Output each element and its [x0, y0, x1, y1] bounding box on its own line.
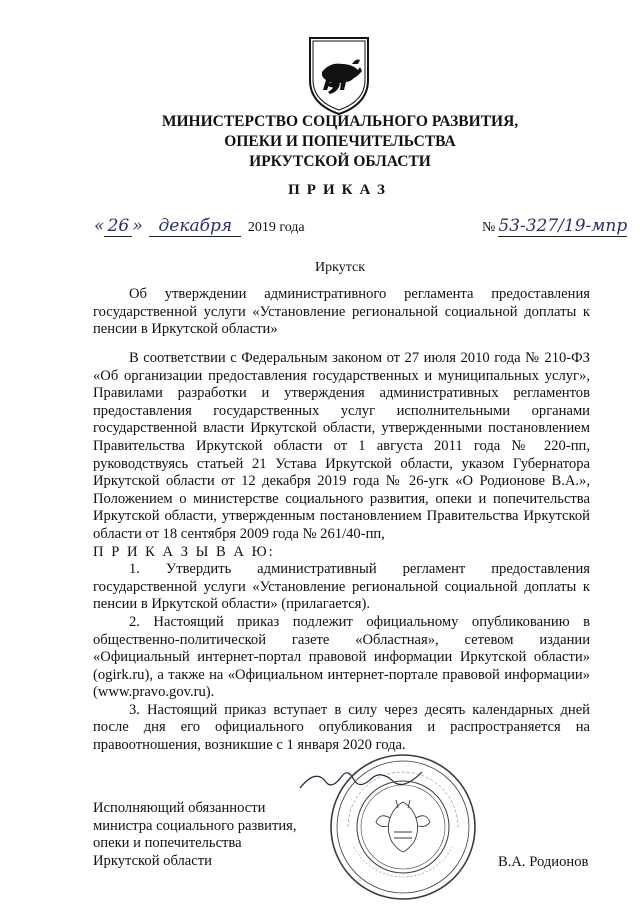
- order-title: [93, 286, 590, 339]
- date-close-quote: »: [132, 216, 143, 236]
- ministry-header: [90, 112, 590, 172]
- ministry-line-3: ИРКУТСКОЙ ОБЛАСТИ: [249, 153, 431, 170]
- signatory-position: [93, 800, 297, 870]
- order-command-word: П Р И К А З Ы В А Ю:: [93, 543, 275, 560]
- city-name: Иркутск: [314, 260, 366, 275]
- order-title-text: Об утверждении административного регламента предоставления государственной услуги «Установление региональной социальной доплаты к пенсии в Иркутской области»: [93, 286, 590, 338]
- order-item-1: 1. Утвердить административный регламент предоставления государственной услуги «Установление региональной социальной доплаты к пенсии в Иркутской области» (прилагается).: [93, 561, 590, 613]
- ministry-line-2: ОПЕКИ И ПОПЕЧИТЕЛЬСТВА: [224, 133, 456, 150]
- document-date: [94, 216, 305, 237]
- irkutsk-coat-of-arms-icon: [300, 34, 378, 116]
- number-value: 53-327/19-мпр: [498, 216, 628, 236]
- number-prefix: №: [482, 220, 496, 235]
- document-number: [482, 216, 627, 237]
- signatory-position-line-3: опеки и попечительства: [93, 835, 242, 852]
- order-item-3: 3. Настоящий приказ вступает в силу через десять календарных дней после дня его официального опубликования и распространяется на правоотношения, возникшие с 1 января 2020 года.: [93, 701, 590, 754]
- date-month: декабря: [149, 216, 241, 237]
- order-item-2: 2. Настоящий приказ подлежит официальному опубликованию в общественно-политической газете «Областная», сетевом издании «Официальный интернет-портал правовой информации Иркутской области» (ogirk.ru), а также на «Официальном интернет-портале правовой информации» (www.pravo.gov.ru).: [93, 613, 590, 701]
- signatory-name: В.А. Родионов: [498, 854, 589, 870]
- ministry-line-1: МИНИСТЕРСТВО СОЦИАЛЬНОГО РАЗВИТИЯ,: [161, 113, 519, 130]
- official-round-seal-icon: [328, 752, 478, 902]
- date-day: 26: [104, 216, 132, 237]
- date-year: 2019 года: [247, 220, 305, 235]
- signatory-position-line-2: министра социального развития,: [93, 817, 297, 834]
- signatory-position-line-1: Исполняющий обязанности: [93, 800, 266, 816]
- document-type-title: ПРИКАЗ: [288, 182, 392, 198]
- signatory-position-line-4: Иркутской области: [93, 852, 212, 869]
- order-body: [93, 350, 590, 755]
- preamble-paragraph: В соответствии с Федеральным законом от 27 июля 2010 года № 210-ФЗ «Об организации предоставления государственных и муниципальных услуг», Правилами разработки и утверждения административных регламентов предоставления государственных услуг исполнительными органами государственной власти Иркутской области, утвержденными постановлением Правительства Иркутской области от 1 августа 2011 года № 220-пп, руководствуясь статьей 21 Устава Иркутской области, указом Губернатора Иркутской области от 12 декабря 2019 года № 26-угк «О Родионове В.А.», Положением о министерстве социального развития, опеки и попечительства Иркутской области, утвержденным постановлением Правительства Иркутской области от 18 сентября 2009 года № 261/40-пп,: [93, 350, 590, 542]
- date-open-quote: «: [94, 216, 105, 236]
